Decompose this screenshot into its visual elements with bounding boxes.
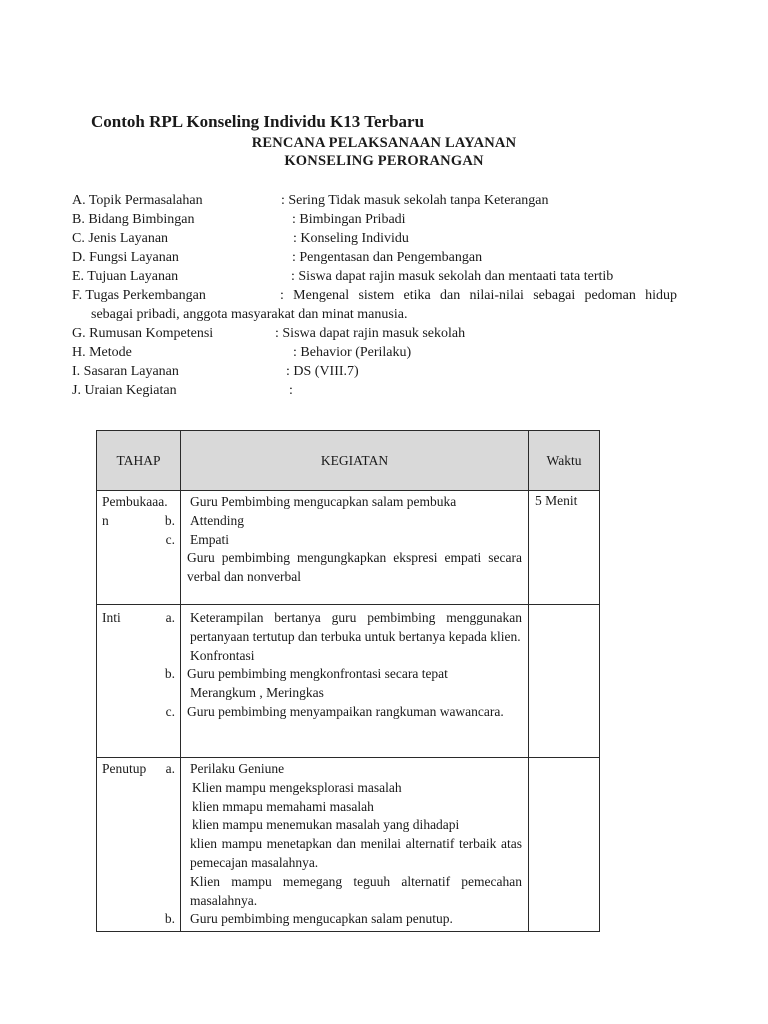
table-row [97, 758, 600, 932]
heading-counseling: KONSELING PERORANGAN [284, 153, 484, 169]
stage-cell: Inti a. b. c. [97, 605, 181, 758]
stage-cell: Penutup a. b. [97, 758, 181, 932]
activity-table [96, 430, 600, 932]
stage-cell: Pembukaaa. n b. c. [97, 491, 181, 605]
activity-line: Klien mampu memegang teguuh alternatif pemecahan masalahnya. [190, 873, 522, 908]
time-cell [529, 758, 600, 932]
document-title: Contoh RPL Konseling Individu K13 Terbaru [91, 112, 425, 131]
activity-line: Guru pembimbing mengkonfrontasi secara tepat [187, 666, 448, 682]
activity-line: klien mampu menetapkan dan menilai alternatif terbaik atas pemecajan masalahnya. [190, 836, 522, 870]
activity-cell [181, 491, 529, 605]
table-row [97, 491, 600, 605]
activity-line: Klien mampu mengeksplorasi masalah [192, 779, 402, 795]
activity-line: Guru pembimbing mengucapkan salam penutup. [190, 911, 453, 927]
time-cell: 5 Menit [529, 491, 600, 605]
time-cell [529, 605, 600, 758]
heading-plan: RENCANA PELAKSANAAN LAYANAN [251, 135, 517, 151]
activity-line: Merangkum , Meringkas [190, 685, 324, 701]
activity-line: Attending [190, 512, 244, 528]
header-time: Waktu [529, 431, 600, 491]
header-activity: KEGIATAN [181, 431, 529, 491]
activity-line: Perilaku Geniune [190, 761, 285, 776]
activity-line: Konfrontasi [190, 647, 255, 663]
info-item-continuation: sebagai pribadi, anggota masyarakat dan minat manusia. [91, 307, 408, 322]
activity-line: Guru Pembimbing mengucapkan salam pembuka [190, 494, 457, 509]
activity-line: klien mampu menemukan masalah yang dihadapi [192, 817, 460, 833]
table-header-row [97, 431, 600, 491]
activity-line: Guru pembimbing menyampaikan rangkuman wawancara. [187, 703, 504, 719]
table-row [97, 605, 600, 758]
header-stage: TAHAP [97, 431, 181, 491]
activity-line: Empati [190, 531, 229, 547]
activity-line: Guru pembimbing mengungkapkan ekspresi empati secara verbal dan nonverbal [187, 550, 522, 585]
activity-cell [181, 605, 529, 758]
activity-line: Keterampilan bertanya guru pembimbing menggunakan pertanyaan tertutup dan terbuka untuk bertanya kepada klien. [190, 610, 522, 644]
activity-cell [181, 758, 529, 932]
activity-line: klien mmapu memahami masalah [192, 798, 374, 814]
